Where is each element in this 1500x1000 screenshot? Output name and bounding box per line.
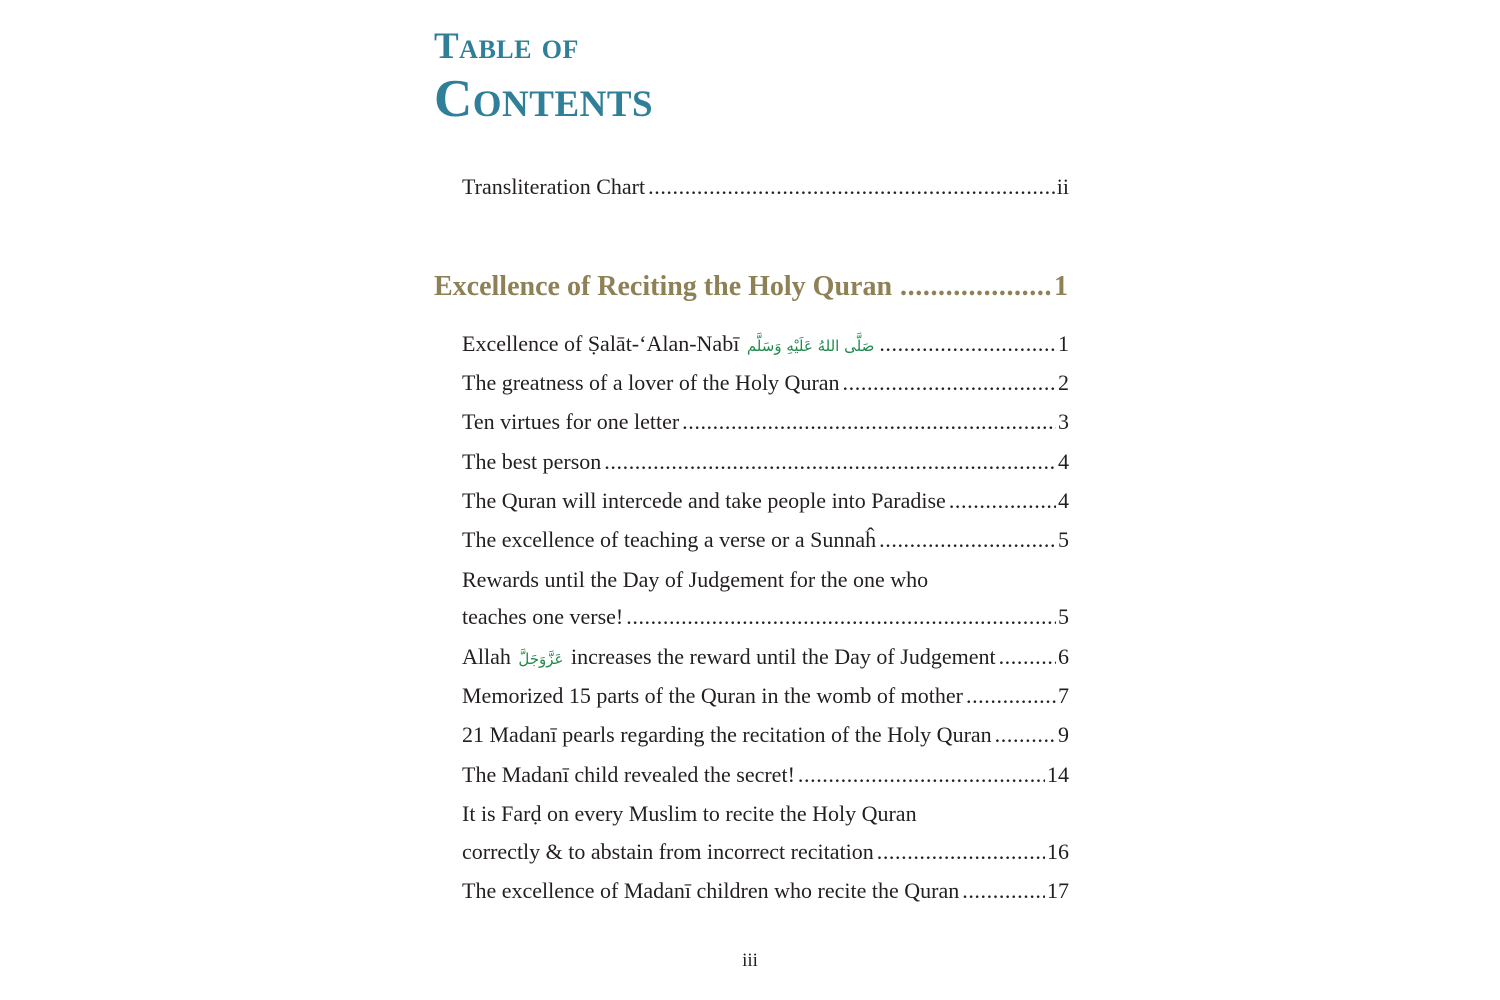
page-title-line-1: Table of — [434, 26, 579, 67]
chapter-heading-label: Excellence of Reciting the Holy Quran — [434, 271, 893, 302]
toc-entry-page: ii — [1056, 174, 1069, 199]
toc-entry-page: 5 — [1058, 527, 1069, 552]
toc-entry-page: 4 — [1058, 449, 1069, 474]
chapter-heading[interactable] — [434, 270, 1068, 304]
dot-leader — [949, 488, 1056, 514]
toc-entry[interactable] — [462, 370, 1069, 396]
toc-entry[interactable] — [462, 449, 1069, 475]
dot-leader — [879, 331, 1056, 357]
page-title-line-2: Contents — [434, 70, 654, 128]
toc-entry[interactable] — [462, 762, 1069, 788]
azza-honorific-icon: عَزَّوَجَلَّ — [518, 650, 564, 668]
toc-entry-label: The greatness of a lover of the Holy Quran — [462, 370, 840, 395]
toc-entry-label: The best person — [462, 449, 602, 474]
toc-entry-first-line[interactable]: Rewards until the Day of Judgement for the one who — [462, 567, 929, 592]
dot-leader — [798, 762, 1045, 788]
toc-entry-page: 17 — [1047, 878, 1069, 903]
toc-entry[interactable] — [462, 722, 1069, 748]
dot-leader — [626, 604, 1056, 630]
toc-entry-page: 7 — [1058, 683, 1069, 708]
toc-entry[interactable] — [462, 331, 1069, 359]
dot-leader — [962, 878, 1045, 904]
toc-entry-page: 6 — [1058, 644, 1069, 669]
toc-entry-page: 2 — [1058, 370, 1069, 395]
dot-leader — [682, 409, 1056, 435]
toc-entry-page: 9 — [1058, 722, 1069, 747]
toc-entry-label: The excellence of Madanī children who recite the Quran — [462, 878, 960, 903]
toc-entry-label: Transliteration Chart — [462, 174, 646, 199]
dot-leader — [604, 449, 1056, 475]
toc-entry-label: Allah عَزَّوَجَلَّ increases the reward until the Day of Judgement — [462, 644, 996, 669]
toc-entry-label: Ten virtues for one letter — [462, 409, 680, 434]
dot-leader — [648, 174, 1055, 200]
toc-entry-first-line[interactable]: It is Farḍ on every Muslim to recite the Holy Quran — [462, 801, 917, 826]
page-title — [434, 28, 653, 126]
dot-leader — [966, 683, 1056, 709]
toc-entry-page: 14 — [1047, 762, 1069, 787]
chapter-heading-page: 1 — [1054, 271, 1068, 302]
dot-leader — [995, 722, 1056, 748]
toc-entry-transliteration-chart[interactable] — [462, 174, 1069, 200]
toc-entry[interactable] — [462, 604, 1069, 630]
toc-entry-label: The Quran will intercede and take people into Paradise — [462, 488, 946, 513]
toc-entry[interactable] — [462, 839, 1069, 865]
dot-leader — [877, 839, 1045, 865]
dot-leader — [999, 644, 1056, 670]
toc-entry-label: teaches one verse! — [462, 604, 624, 629]
page-number: iii — [742, 950, 758, 971]
toc-entry[interactable] — [462, 409, 1069, 435]
toc-entry-label: The Madanī child revealed the secret! — [462, 762, 795, 787]
toc-entry[interactable] — [462, 644, 1069, 672]
salat-honorific-icon: صَلَّى اللهُ عَلَيْهِ وَسَلَّم — [746, 337, 875, 355]
toc-entry[interactable] — [462, 527, 1069, 553]
toc-entry-label: Excellence of Ṣalāt-‘Alan-Nabī صَلَّى اللهُ عَلَيْهِ وَسَلَّم — [462, 331, 875, 356]
toc-entry-page: 4 — [1058, 488, 1069, 513]
toc-entry[interactable] — [462, 488, 1069, 514]
toc-entry-page: 3 — [1058, 409, 1069, 434]
toc-entry-label: The excellence of teaching a verse or a Sunnaĥ — [462, 527, 877, 552]
toc-entry[interactable] — [462, 878, 1069, 904]
dot-leader — [879, 527, 1056, 553]
toc-entry-page: 5 — [1058, 604, 1069, 629]
toc-entry-label: correctly & to abstain from incorrect recitation — [462, 839, 874, 864]
toc-entry-label: Memorized 15 parts of the Quran in the womb of mother — [462, 683, 963, 708]
dot-leader — [900, 270, 1051, 304]
toc-entry-page: 1 — [1058, 331, 1069, 356]
dot-leader — [843, 370, 1056, 396]
toc-entry-label: 21 Madanī pearls regarding the recitation of the Holy Quran — [462, 722, 992, 747]
toc-entry-page: 16 — [1047, 839, 1069, 864]
toc-entry[interactable] — [462, 683, 1069, 709]
